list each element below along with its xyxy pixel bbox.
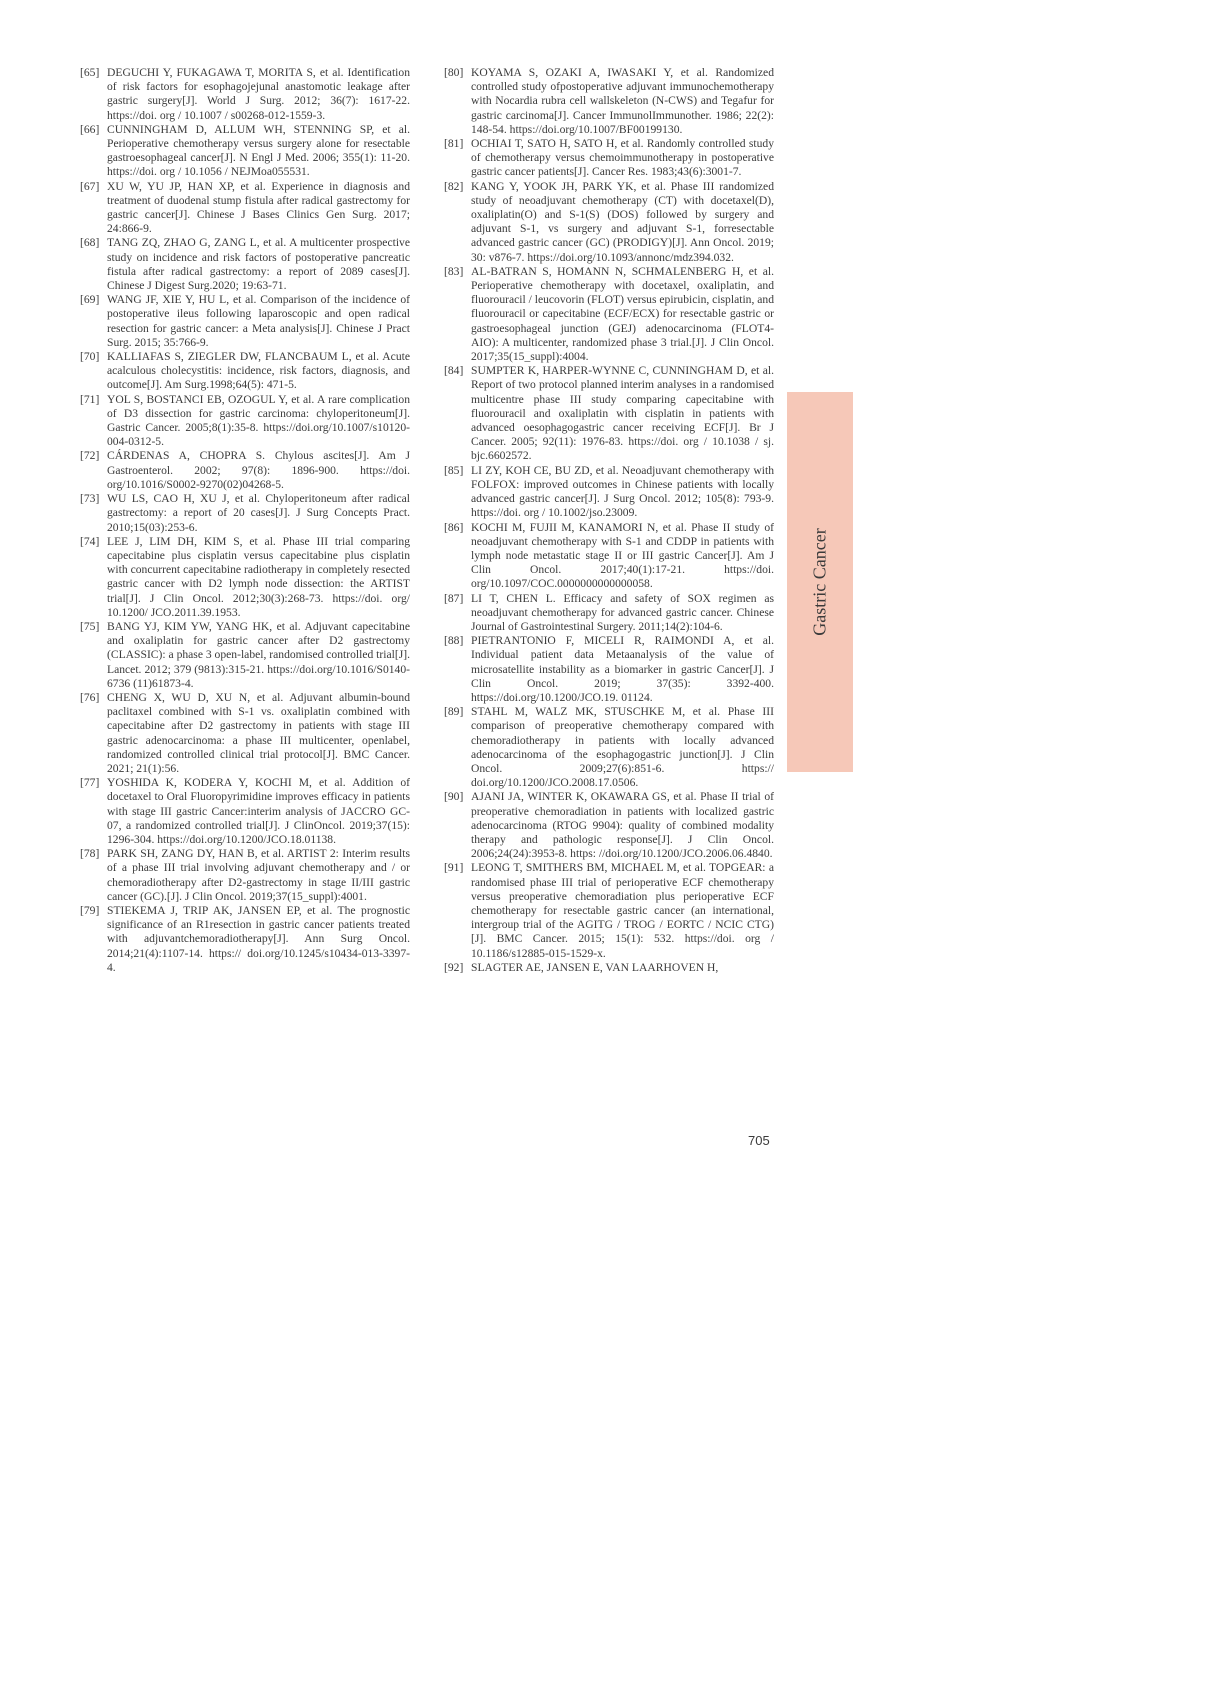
reference-entry: [444, 364, 774, 463]
reference-number: [76]: [80, 690, 100, 704]
reference-number: [82]: [444, 179, 464, 193]
reference-entry: [444, 705, 774, 790]
references-right-column: [444, 66, 774, 975]
reference-entry: [80, 350, 410, 393]
reference-entry: [444, 634, 774, 705]
reference-entry: [80, 449, 410, 492]
reference-number: [75]: [80, 619, 100, 633]
reference-entry: [444, 521, 774, 592]
reference-number: [89]: [444, 705, 464, 719]
reference-text: OCHIAI T, SATO H, SATO H, et al. Randomly controlled study of chemotherapy versus chemoimmunotherapy in postoperative gastric cancer patients[J]. Cancer Res. 1983;43(6):3001-7.: [471, 137, 774, 179]
reference-number: [92]: [444, 960, 464, 974]
reference-text: KANG Y, YOOK JH, PARK YK, et al. Phase III randomized study of neoadjuvant chemotherapy (CT) with docetaxel(D), oxaliplatin(O) and S-1(S) (DOS) followed by surgery and adjuvant S-1, vs surgery and adjuvant S-1, forresectable advanced gastric cancer (GC) (PRODIGY)[J]. Ann Oncol. 2019; 30: v876-7. https://doi.org/10.1093/annonc/mdz394.032.: [471, 179, 774, 264]
reference-entry: [444, 66, 774, 137]
reference-entry: [80, 180, 410, 237]
reference-text: PARK SH, ZANG DY, HAN B, et al. ARTIST 2: Interim results of a phase III trial involving adjuvant chemotherapy and / or chemoradiotherapy after D2-gastrectomy in stage II/III gastric cancer (GC).[J]. J Clin Oncol. 2019;37(15_suppl):4001.: [107, 847, 410, 903]
reference-entry: [444, 861, 774, 960]
reference-number: [91]: [444, 861, 464, 875]
reference-entry: [80, 492, 410, 535]
reference-number: [83]: [444, 264, 464, 278]
reference-text: AL-BATRAN S, HOMANN N, SCHMALENBERG H, et al. Perioperative chemotherapy with docetaxel, oxaliplatin, and fluorouracil / leucovorin (FLOT) versus epirubicin, cisplatin, and fluorouracil or capecitabine (ECF/ECX) for resectable gastric or gastroesophageal junction (GEJ) adenocarcinoma (FLOT4-AIO): A multicenter, randomized phase 3 trial.[J]. J Clin Oncol. 2017;35(15_suppl):4004.: [471, 264, 774, 364]
reference-entry: [80, 620, 410, 691]
reference-entry: [444, 137, 774, 180]
reference-text: LEE J, LIM DH, KIM S, et al. Phase III trial comparing capecitabine plus cisplatin versus capecitabine plus cisplatin with concurrent capecitabine radiotherapy in completely resected gastric cancer with D2 lymph node dissection: the ARTIST trial[J]. J Clin Oncol. 2012;30(3):268-73. https://doi. org/ 10.1200/ JCO.2011.39.1953.: [107, 534, 410, 619]
reference-text: LI ZY, KOH CE, BU ZD, et al. Neoadjuvant chemotherapy with FOLFOX: improved outcomes in Chinese patients with locally advanced gastric cancer[J]. J Surg Oncol. 2012; 105(8): 793-9. https://doi. org / 10.1002/jso.23009.: [471, 463, 774, 520]
reference-text: STIEKEMA J, TRIP AK, JANSEN EP, et al. The prognostic significance of an R1resection in gastric cancer patients treated with adjuvantchemoradiotherapy[J]. Ann Surg Oncol. 2014;21(4):1107-14. https:// doi.org/10.1245/s10434-013-3397-4.: [107, 903, 410, 974]
reference-number: [66]: [80, 122, 100, 136]
reference-text: KALLIAFAS S, ZIEGLER DW, FLANCBAUM L, et al. Acute acalculous cholecystitis: incidence, risk factors, diagnosis, and outcome[J]. Am Surg.1998;64(5): 471-5.: [107, 350, 410, 392]
reference-number: [86]: [444, 520, 464, 534]
page-number: 705: [748, 1133, 770, 1148]
reference-entry: [444, 961, 774, 975]
reference-number: [70]: [80, 350, 100, 364]
reference-entry: [80, 236, 410, 293]
reference-number: [67]: [80, 179, 100, 193]
reference-text: XU W, YU JP, HAN XP, et al. Experience in diagnosis and treatment of duodenal stump fistula after radical gastrectomy for gastric cancer[J]. Chinese J Bases Clinics Gen Surg. 2017; 24:866-9.: [107, 179, 410, 236]
reference-number: [88]: [444, 634, 464, 648]
reference-entry: [80, 393, 410, 450]
reference-number: [79]: [80, 903, 100, 917]
reference-number: [77]: [80, 776, 100, 790]
reference-entry: [444, 592, 774, 635]
reference-text: DEGUCHI Y, FUKAGAWA T, MORITA S, et al. Identification of risk factors for esophagojejunal anastomotic leakage after gastric surgery[J]. World J Surg. 2012; 36(7): 1617-22. https://doi. org / 10.1007 / s00268-012-1559-3.: [107, 66, 410, 122]
reference-entry: [444, 265, 774, 364]
reference-text: YOSHIDA K, KODERA Y, KOCHI M, et al. Addition of docetaxel to Oral Fluoropyrimidine improves efficacy in patients with stage III gastric Cancer:interim analysis of JACCRO GC-07, a randomized controlled trial[J]. J ClinOncol. 2019;37(15): 1296-304. https://doi.org/10.1200/JCO.18.01138.: [107, 776, 410, 846]
reference-entry: [80, 535, 410, 620]
reference-text: CHENG X, WU D, XU N, et al. Adjuvant albumin-bound paclitaxel combined with S-1 vs. oxaliplatin combined with capecitabine after D2 gastrectomy in patients with stage III gastric adenocarcinoma: a phase III multicenter, openlabel, randomized controlled clinical trial protocol[J]. BMC Cancer. 2021; 21(1):56.: [107, 690, 410, 775]
reference-text: AJANI JA, WINTER K, OKAWARA GS, et al. Phase II trial of preoperative chemoradiation in patients with localized gastric adenocarcinoma (RTOG 9904): quality of combined modality therapy and pathologic response[J]. J Clin Oncol. 2006;24(24):3953-8. https: //doi.org/10.1200/JCO.2006.06.4840.: [471, 790, 774, 861]
reference-number: [80]: [444, 66, 464, 79]
section-side-tab: [787, 392, 853, 772]
reference-number: [78]: [80, 847, 100, 861]
reference-entry: [80, 66, 410, 123]
references-left-column: [80, 66, 410, 975]
reference-number: [65]: [80, 66, 100, 79]
reference-number: [68]: [80, 236, 100, 250]
reference-entry: [80, 776, 410, 847]
reference-text: KOCHI M, FUJII M, KANAMORI N, et al. Phase II study of neoadjuvant chemotherapy with S-1 and CDDP in patients with lymph node metastatic stage II or III gastric Cancer[J]. Am J Clin Oncol. 2017;40(1):17-21. https://doi. org/10.1097/COC.0000000000000058.: [471, 520, 774, 591]
reference-text: BANG YJ, KIM YW, YANG HK, et al. Adjuvant capecitabine and oxaliplatin for gastric cancer after D2 gastrectomy (CLASSIC): a phase 3 open-label, randomised controlled trial[J]. Lancet. 2012; 379 (9813):315-21. https://doi.org/10.1016/S0140-6736 (11)61873-4.: [107, 619, 410, 690]
reference-number: [85]: [444, 463, 464, 477]
reference-number: [72]: [80, 449, 100, 463]
reference-number: [73]: [80, 492, 100, 506]
reference-entry: [444, 464, 774, 521]
reference-text: KOYAMA S, OZAKI A, IWASAKI Y, et al. Randomized controlled study ofpostoperative adjuvant immunochemotherapy with Nocardia rubra cell wallskeleton (N-CWS) and Tegafur for gastric carcinoma[J]. Cancer ImmunolImmunother. 1986; 22(2): 148-54. https://doi.org/10.1007/BF00199130.: [471, 66, 774, 136]
reference-number: [90]: [444, 790, 464, 804]
reference-entry: [444, 790, 774, 861]
reference-number: [84]: [444, 364, 464, 378]
reference-text: SUMPTER K, HARPER-WYNNE C, CUNNINGHAM D, et al. Report of two protocol planned interim analyses in a randomised multicentre phase III study comparing capecitabine with fluorouracil and oxaliplatin with cisplatin in patients with advanced oesophagogastric cancer receiving ECF[J]. Br J Cancer. 2005; 92(11): 1976-83. https://doi. org / 10.1038 / sj. bjc.6602572.: [471, 364, 774, 463]
reference-entry: [80, 293, 410, 350]
reference-text: SLAGTER AE, JANSEN E, VAN LAARHOVEN H,: [471, 960, 719, 974]
reference-entry: [80, 904, 410, 975]
reference-number: [81]: [444, 137, 464, 151]
reference-number: [87]: [444, 591, 464, 605]
reference-text: LEONG T, SMITHERS BM, MICHAEL M, et al. TOPGEAR: a randomised phase III trial of perioperative ECF chemotherapy versus preoperative chemoradiation plus perioperative ECF chemotherapy for resectable gastric cancer (an international, intergroup trial of the AGITG / TROG / EORTC / NCIC CTG)[J]. BMC Cancer. 2015; 15(1): 532. https://doi. org / 10.1186/s12885-015-1529-x.: [471, 861, 774, 960]
reference-number: [74]: [80, 534, 100, 548]
reference-number: [69]: [80, 293, 100, 307]
reference-text: PIETRANTONIO F, MICELI R, RAIMONDI A, et al. Individual patient data Metaanalysis of the value of microsatellite instability as a biomarker in gastric Cancer[J]. J Clin Oncol. 2019; 37(35): 3392-400. https://doi.org/10.1200/JCO.19. 01124.: [471, 634, 774, 704]
reference-text: CÁRDENAS A, CHOPRA S. Chylous ascites[J]. Am J Gastroenterol. 2002; 97(8): 1896-900. https://doi. org/10.1016/S0002-9270(02)04268-5.: [107, 449, 410, 491]
reference-text: YOL S, BOSTANCI EB, OZOGUL Y, et al. A rare complication of D3 dissection for gastric carcinoma: chyloperitoneum[J]. Gastric Cancer. 2005;8(1):35-8. https://doi.org/10.1007/s10120-004-0312-5.: [107, 392, 410, 449]
section-side-label: Gastric Cancer: [809, 528, 830, 636]
reference-entry: [80, 847, 410, 904]
reference-entry: [80, 123, 410, 180]
reference-text: WANG JF, XIE Y, HU L, et al. Comparison of the incidence of postoperative ileus following laparoscopic and open radical resection for gastric cancer: a Meta analysis[J]. Chinese J Pract Surg. 2015; 35:766-9.: [107, 293, 410, 349]
reference-text: STAHL M, WALZ MK, STUSCHKE M, et al. Phase III comparison of preoperative chemotherapy compared with chemoradiotherapy in patients with locally advanced adenocarcinoma of the esophagogastric junction[J]. J Clin Oncol. 2009;27(6):851-6. https:// doi.org/10.1200/JCO.2008.17.0506.: [471, 705, 774, 790]
reference-text: CUNNINGHAM D, ALLUM WH, STENNING SP, et al. Perioperative chemotherapy versus surgery alone for resectable gastroesophageal cancer[J]. N Engl J Med. 2006; 355(1): 11-20. https://doi. org / 10.1056 / NEJMoa055531.: [107, 122, 410, 179]
reference-number: [71]: [80, 392, 100, 406]
reference-entry: [444, 180, 774, 265]
reference-text: LI T, CHEN L. Efficacy and safety of SOX regimen as neoadjuvant chemotherapy for advanced gastric cancer. Chinese Journal of Gastrointestinal Surgery. 2011;14(2):104-6.: [471, 591, 774, 633]
reference-text: WU LS, CAO H, XU J, et al. Chyloperitoneum after radical gastrectomy: a report of 20 cases[J]. J Surg Concepts Pract. 2010;15(03):253-6.: [107, 492, 410, 534]
reference-text: TANG ZQ, ZHAO G, ZANG L, et al. A multicenter prospective study on incidence and risk factors of postoperative pancreatic fistula after radical gastrectomy: a report of 2089 cases[J]. Chinese J Digest Surg.2020; 19:63-71.: [107, 236, 410, 293]
reference-entry: [80, 691, 410, 776]
